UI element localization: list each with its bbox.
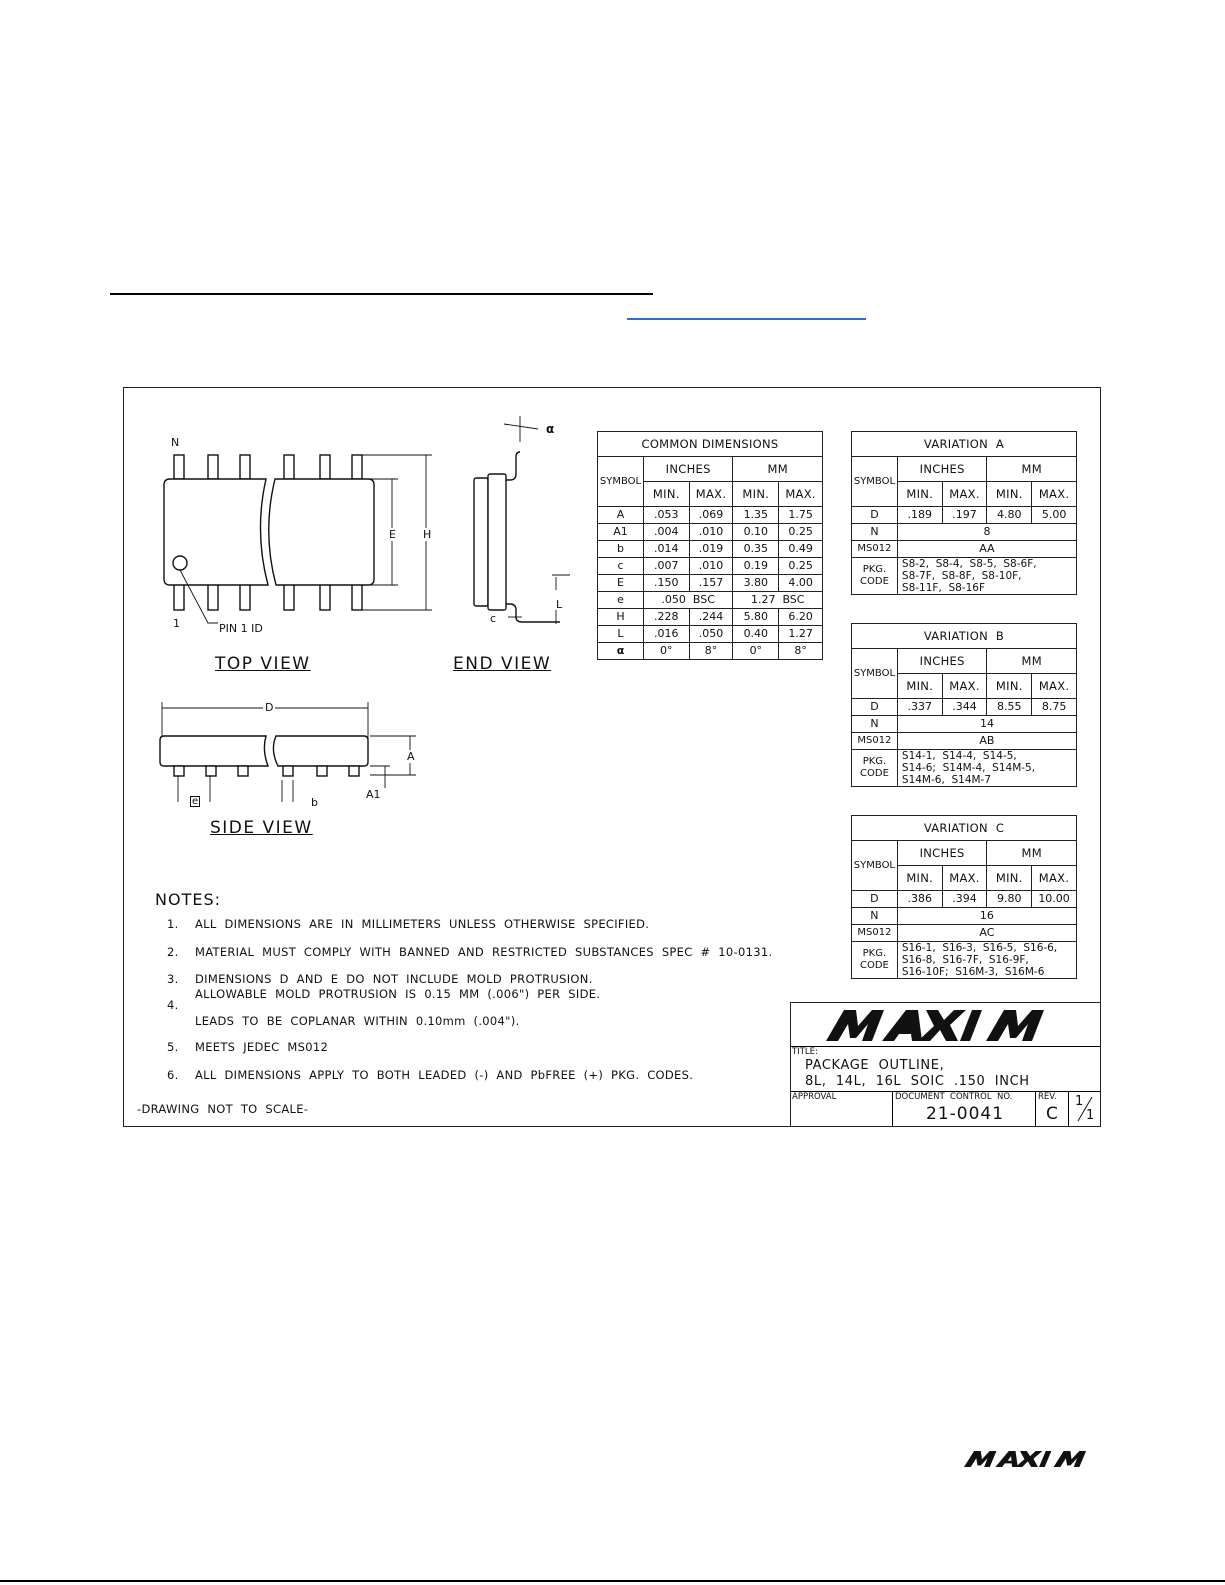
min-header: MIN. bbox=[897, 674, 942, 699]
cell: .386 bbox=[897, 891, 942, 908]
label-alpha: α bbox=[546, 422, 555, 436]
min-header: MIN. bbox=[643, 482, 689, 507]
title-label: TITLE: bbox=[792, 1047, 818, 1057]
label-one: 1 bbox=[173, 617, 180, 630]
pkg-line: S8-2, S8-4, S8-5, S8-6F, bbox=[901, 558, 1037, 570]
cell: 5.00 bbox=[1032, 507, 1077, 524]
header-link-underline[interactable] bbox=[627, 318, 866, 320]
cell-symbol: D bbox=[852, 891, 898, 908]
cell: 8 bbox=[897, 524, 1076, 541]
cell: AA bbox=[897, 541, 1076, 558]
pkg-line: S16-8, S16-7F, S16-9F, bbox=[901, 954, 1029, 966]
cell: 1.75 bbox=[779, 507, 823, 524]
cell: 6.20 bbox=[779, 609, 823, 626]
cell-symbol: N bbox=[852, 524, 898, 541]
cell-symbol: c bbox=[598, 558, 644, 575]
footer-rule bbox=[0, 1580, 1225, 1582]
table-row bbox=[598, 507, 823, 524]
maxim-logo bbox=[826, 1008, 1076, 1043]
min-header: MIN. bbox=[733, 482, 779, 507]
pkg-code-cell bbox=[897, 942, 1076, 979]
table-row bbox=[598, 575, 823, 592]
title-block-divider bbox=[1068, 1091, 1069, 1127]
table-row bbox=[852, 558, 1077, 595]
table-row bbox=[598, 592, 823, 609]
cell: 0.25 bbox=[779, 558, 823, 575]
cell: .244 bbox=[689, 609, 733, 626]
pkg-line: S14-1, S14-4, S14-5, bbox=[901, 750, 1017, 762]
mm-header: MM bbox=[987, 841, 1077, 866]
cell-symbol: b bbox=[598, 541, 644, 558]
table-row bbox=[852, 908, 1077, 925]
cell: 4.80 bbox=[987, 507, 1032, 524]
cell: AB bbox=[897, 733, 1076, 750]
cell: 0° bbox=[643, 643, 689, 660]
variation-title: VARIATION B bbox=[852, 624, 1077, 649]
cell: .019 bbox=[689, 541, 733, 558]
min-header: MIN. bbox=[897, 866, 942, 891]
label-e-pitch: e bbox=[192, 796, 199, 807]
inches-header: INCHES bbox=[897, 457, 987, 482]
table-row bbox=[598, 626, 823, 643]
cell: 0.49 bbox=[779, 541, 823, 558]
table-row bbox=[852, 716, 1077, 733]
cell: .010 bbox=[689, 524, 733, 541]
table-row bbox=[598, 524, 823, 541]
cell: 0.19 bbox=[733, 558, 779, 575]
cell: 0.40 bbox=[733, 626, 779, 643]
code-label: CODE bbox=[860, 768, 889, 779]
cell: .337 bbox=[897, 699, 942, 716]
title-block-divider bbox=[892, 1091, 893, 1127]
note-number: 3. bbox=[167, 972, 179, 986]
pkg-line: S14-6; S14M-4, S14M-5, bbox=[901, 762, 1036, 774]
note-text: ALL DIMENSIONS APPLY TO BOTH LEADED (-) AND PbFREE (+) PKG. CODES. bbox=[195, 1068, 694, 1082]
cell: 10.00 bbox=[1032, 891, 1077, 908]
pkg-line: S16-1, S16-3, S16-5, S16-6, bbox=[901, 942, 1058, 954]
cell: 0.10 bbox=[733, 524, 779, 541]
cell: 3.80 bbox=[733, 575, 779, 592]
sheet-total: 1 bbox=[1086, 1108, 1095, 1123]
max-header: MAX. bbox=[1032, 866, 1077, 891]
pkg-label: PKG. bbox=[862, 756, 887, 767]
table-row bbox=[852, 541, 1077, 558]
note-number: 5. bbox=[167, 1040, 179, 1054]
inches-header: INCHES bbox=[897, 649, 987, 674]
cell-symbol: MS012 bbox=[852, 541, 898, 558]
top-view-drawing bbox=[150, 430, 450, 640]
mm-header: MM bbox=[733, 457, 823, 482]
pkg-line: S8-11F, S8-16F bbox=[901, 582, 985, 594]
title-block-divider bbox=[790, 1046, 1101, 1047]
cell: 0.35 bbox=[733, 541, 779, 558]
label-b: b bbox=[311, 796, 318, 809]
common-title: COMMON DIMENSIONS bbox=[598, 432, 823, 457]
table-row bbox=[852, 524, 1077, 541]
pkg-label: PKG. bbox=[862, 564, 887, 575]
note-text: MATERIAL MUST COMPLY WITH BANNED AND RESTRICTED SUBSTANCES SPEC # 10-0131. bbox=[195, 945, 773, 959]
max-header: MAX. bbox=[942, 866, 987, 891]
header-rule-left bbox=[110, 293, 653, 295]
variation-title: VARIATION C bbox=[852, 816, 1077, 841]
cell-symbol: H bbox=[598, 609, 644, 626]
approval-label: APPROVAL bbox=[792, 1092, 837, 1102]
cell: AC bbox=[897, 925, 1076, 942]
cell-symbol: D bbox=[852, 507, 898, 524]
table-row bbox=[852, 750, 1077, 787]
cell-symbol: A1 bbox=[598, 524, 644, 541]
table-row bbox=[852, 891, 1077, 908]
cell: .344 bbox=[942, 699, 987, 716]
cell: .014 bbox=[643, 541, 689, 558]
revision-value: C bbox=[1046, 1104, 1058, 1124]
revision-label: REV. bbox=[1038, 1092, 1057, 1102]
cell-symbol: D bbox=[852, 699, 898, 716]
min-header: MIN. bbox=[987, 482, 1032, 507]
note-number: 1. bbox=[167, 917, 179, 931]
cell: .016 bbox=[643, 626, 689, 643]
cell-symbol bbox=[852, 750, 898, 787]
label-h: H bbox=[423, 528, 432, 541]
cell-symbol bbox=[852, 942, 898, 979]
cell: 1.27 BSC bbox=[733, 592, 823, 609]
cell-symbol: α bbox=[598, 643, 644, 660]
max-header: MAX. bbox=[942, 674, 987, 699]
cell: 8° bbox=[779, 643, 823, 660]
note-number: 2. bbox=[167, 945, 179, 959]
symbol-header: SYMBOL bbox=[852, 841, 898, 891]
min-header: MIN. bbox=[897, 482, 942, 507]
code-label: CODE bbox=[860, 576, 889, 587]
max-header: MAX. bbox=[689, 482, 733, 507]
note-number: 4. bbox=[167, 998, 179, 1012]
footer-logo-text bbox=[0, 0, 3, 1]
cell-symbol: N bbox=[852, 908, 898, 925]
cell: 5.80 bbox=[733, 609, 779, 626]
symbol-header: SYMBOL bbox=[598, 457, 644, 507]
cell-symbol: e bbox=[598, 592, 644, 609]
table-row bbox=[852, 942, 1077, 979]
cell-symbol: A bbox=[598, 507, 644, 524]
label-a1: A1 bbox=[366, 788, 381, 801]
sheet-number: 1 bbox=[1075, 1094, 1084, 1109]
cell: 1.35 bbox=[733, 507, 779, 524]
cell: 4.00 bbox=[779, 575, 823, 592]
cell: 1.27 bbox=[779, 626, 823, 643]
cell-symbol: E bbox=[598, 575, 644, 592]
cell: .197 bbox=[942, 507, 987, 524]
table-row bbox=[852, 925, 1077, 942]
note-text: ALLOWABLE MOLD PROTRUSION IS 0.15 MM (.006") PER SIDE. bbox=[195, 987, 601, 1001]
label-e: E bbox=[389, 528, 396, 541]
pkg-line: S8-7F, S8-8F, S8-10F, bbox=[901, 570, 1022, 582]
drawing-not-to-scale: -DRAWING NOT TO SCALE- bbox=[137, 1102, 309, 1116]
table-row bbox=[598, 643, 823, 660]
pkg-line: S16-10F; S16M-3, S16M-6 bbox=[901, 966, 1045, 978]
cell: 8.55 bbox=[987, 699, 1032, 716]
code-label: CODE bbox=[859, 960, 889, 971]
cell: 8° bbox=[689, 643, 733, 660]
max-header: MAX. bbox=[942, 482, 987, 507]
cell: .053 bbox=[643, 507, 689, 524]
cell: 0° bbox=[733, 643, 779, 660]
mm-header: MM bbox=[987, 457, 1077, 482]
cell-symbol: N bbox=[852, 716, 898, 733]
label-d: D bbox=[265, 701, 274, 714]
cell: .004 bbox=[643, 524, 689, 541]
cell: 9.80 bbox=[987, 891, 1032, 908]
cell: .010 bbox=[689, 558, 733, 575]
min-header: MIN. bbox=[987, 866, 1032, 891]
side-view-label: SIDE VIEW bbox=[210, 818, 313, 838]
drawing-title-line2: 8L, 14L, 16L SOIC .150 INCH bbox=[805, 1074, 1030, 1089]
table-row bbox=[598, 558, 823, 575]
table-row bbox=[598, 609, 823, 626]
cell-symbol: MS012 bbox=[852, 925, 898, 942]
pkg-label: PKG. bbox=[862, 948, 887, 959]
footer-maxim-logo bbox=[964, 1450, 1104, 1468]
table-row bbox=[598, 541, 823, 558]
cell: .189 bbox=[897, 507, 942, 524]
top-view-label: TOP VIEW bbox=[215, 654, 311, 674]
variation-a-table bbox=[851, 431, 1077, 595]
inches-header: INCHES bbox=[643, 457, 733, 482]
cell: .050 bbox=[689, 626, 733, 643]
end-view-drawing bbox=[470, 412, 570, 637]
pkg-code-cell bbox=[897, 558, 1076, 595]
cell: .228 bbox=[643, 609, 689, 626]
table-row bbox=[852, 733, 1077, 750]
label-l: L bbox=[556, 598, 563, 611]
label-c: c bbox=[490, 612, 497, 625]
note-text: LEADS TO BE COPLANAR WITHIN 0.10mm (.004"). bbox=[195, 1014, 520, 1028]
inches-header: INCHES bbox=[897, 841, 987, 866]
cell: 16 bbox=[897, 908, 1076, 925]
cell: 0.25 bbox=[779, 524, 823, 541]
max-header: MAX. bbox=[1032, 674, 1077, 699]
variation-c-table bbox=[851, 815, 1077, 979]
cell: 14 bbox=[897, 716, 1076, 733]
drawing-title-line1: PACKAGE OUTLINE, bbox=[805, 1058, 945, 1073]
cell: .157 bbox=[689, 575, 733, 592]
cell-symbol: MS012 bbox=[852, 733, 898, 750]
min-header: MIN. bbox=[987, 674, 1032, 699]
note-text: MEETS JEDEC MS012 bbox=[195, 1040, 329, 1054]
cell: .069 bbox=[689, 507, 733, 524]
note-text: ALL DIMENSIONS ARE IN MILLIMETERS UNLESS OTHERWISE SPECIFIED. bbox=[195, 917, 650, 931]
common-dimensions-table bbox=[597, 431, 823, 660]
table-row bbox=[852, 507, 1077, 524]
note-text: DIMENSIONS D AND E DO NOT INCLUDE MOLD PROTRUSION. bbox=[195, 972, 593, 986]
cell-symbol bbox=[852, 558, 898, 595]
table-row bbox=[852, 699, 1077, 716]
cell-symbol: L bbox=[598, 626, 644, 643]
mm-header: MM bbox=[987, 649, 1077, 674]
cell: .007 bbox=[643, 558, 689, 575]
document-number: 21-0041 bbox=[926, 1104, 1005, 1124]
title-block-divider bbox=[1035, 1091, 1036, 1127]
cell: .150 bbox=[643, 575, 689, 592]
variation-title: VARIATION A bbox=[852, 432, 1077, 457]
notes-heading: NOTES: bbox=[155, 890, 221, 909]
note-number: 6. bbox=[167, 1068, 179, 1082]
label-pin1-id: PIN 1 ID bbox=[219, 622, 263, 635]
cell: .394 bbox=[942, 891, 987, 908]
cell: .050 BSC bbox=[643, 592, 733, 609]
variation-b-table bbox=[851, 623, 1077, 787]
cell: 8.75 bbox=[1032, 699, 1077, 716]
max-header: MAX. bbox=[1032, 482, 1077, 507]
document-control-label: DOCUMENT CONTROL NO. bbox=[895, 1092, 1013, 1102]
pkg-line: S14M-6, S14M-7 bbox=[901, 774, 992, 786]
label-a: A bbox=[407, 750, 415, 763]
symbol-header: SYMBOL bbox=[852, 457, 898, 507]
end-view-label: END VIEW bbox=[453, 654, 552, 674]
label-n: N bbox=[171, 436, 180, 449]
symbol-header: SYMBOL bbox=[852, 649, 898, 699]
pkg-code-cell bbox=[897, 750, 1076, 787]
max-header: MAX. bbox=[779, 482, 823, 507]
